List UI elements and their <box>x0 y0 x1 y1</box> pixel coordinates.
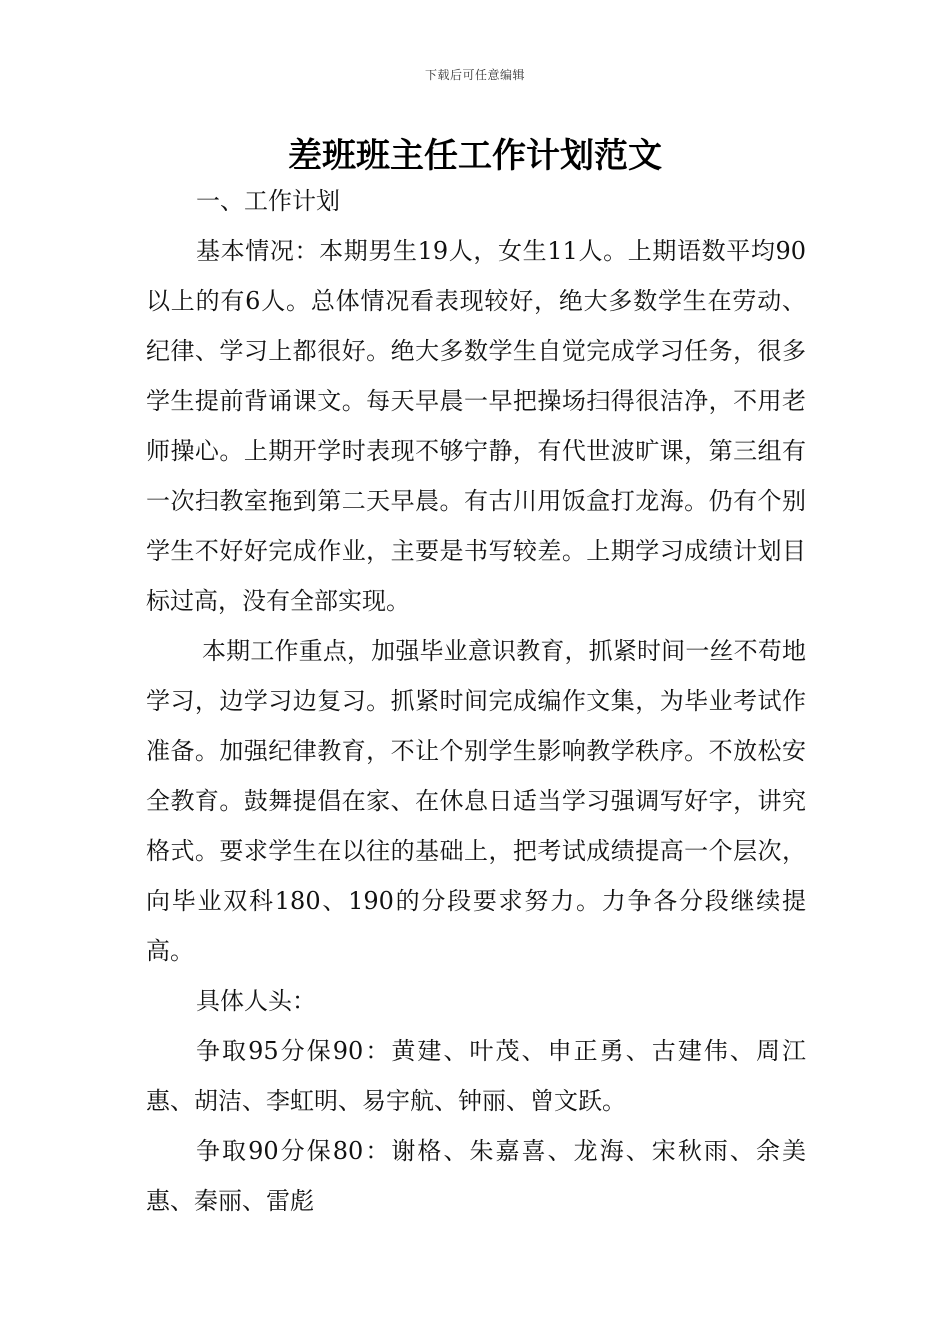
specific-targets-label: 具体人头： <box>196 987 316 1015</box>
page-header-note: 下载后可任意编辑 <box>424 68 525 82</box>
paragraph-group-95: 争取95分保90：黄建、叶茂、申正勇、古建伟、周江惠、胡洁、李虹明、易宇航、钟丽、曾文跃。 <box>146 1037 806 1115</box>
paragraph-group-90: 争取90分保80：谢格、朱嘉喜、龙海、宋秋雨、余美惠、秦丽、雷彪 <box>146 1137 806 1215</box>
paragraph-work-focus: 本期工作重点，加强毕业意识教育，抓紧时间一丝不苟地学习，边学习边复习。抓紧时间完成编作文集，为毕业考试作准备。加强纪律教育，不让个别学生影响教学秩序。不放松安全教育。鼓舞提倡在家、在休息日适当学习强调写好字，讲究格式。要求学生在以往的基础上，把考试成绩提高一个层次，向毕业双科180、190的分段要求努力。力争各分段继续提高。 <box>146 637 806 965</box>
section-heading: 一、工作计划 <box>196 187 340 215</box>
paragraph-basic-situation: 基本情况：本期男生19人，女生11人。上期语数平均90以上的有6人。总体情况看表现较好，绝大多数学生在劳动、纪律、学习上都很好。绝大多数学生自觉完成学习任务，很多学生提前背诵课文。每天早晨一早把操场扫得很洁净，不用老师操心。上期开学时表现不够宁静，有代世波旷课，第三组有一次扫教室拖到第二天早晨。有古川用饭盒打龙海。仍有个别学生不好好完成作业，主要是书写较差。上期学习成绩计划目标过高，没有全部实现。 <box>146 237 806 615</box>
document-title: 差班班主任工作计划范文 <box>288 136 662 176</box>
document-body <box>146 176 806 1226</box>
